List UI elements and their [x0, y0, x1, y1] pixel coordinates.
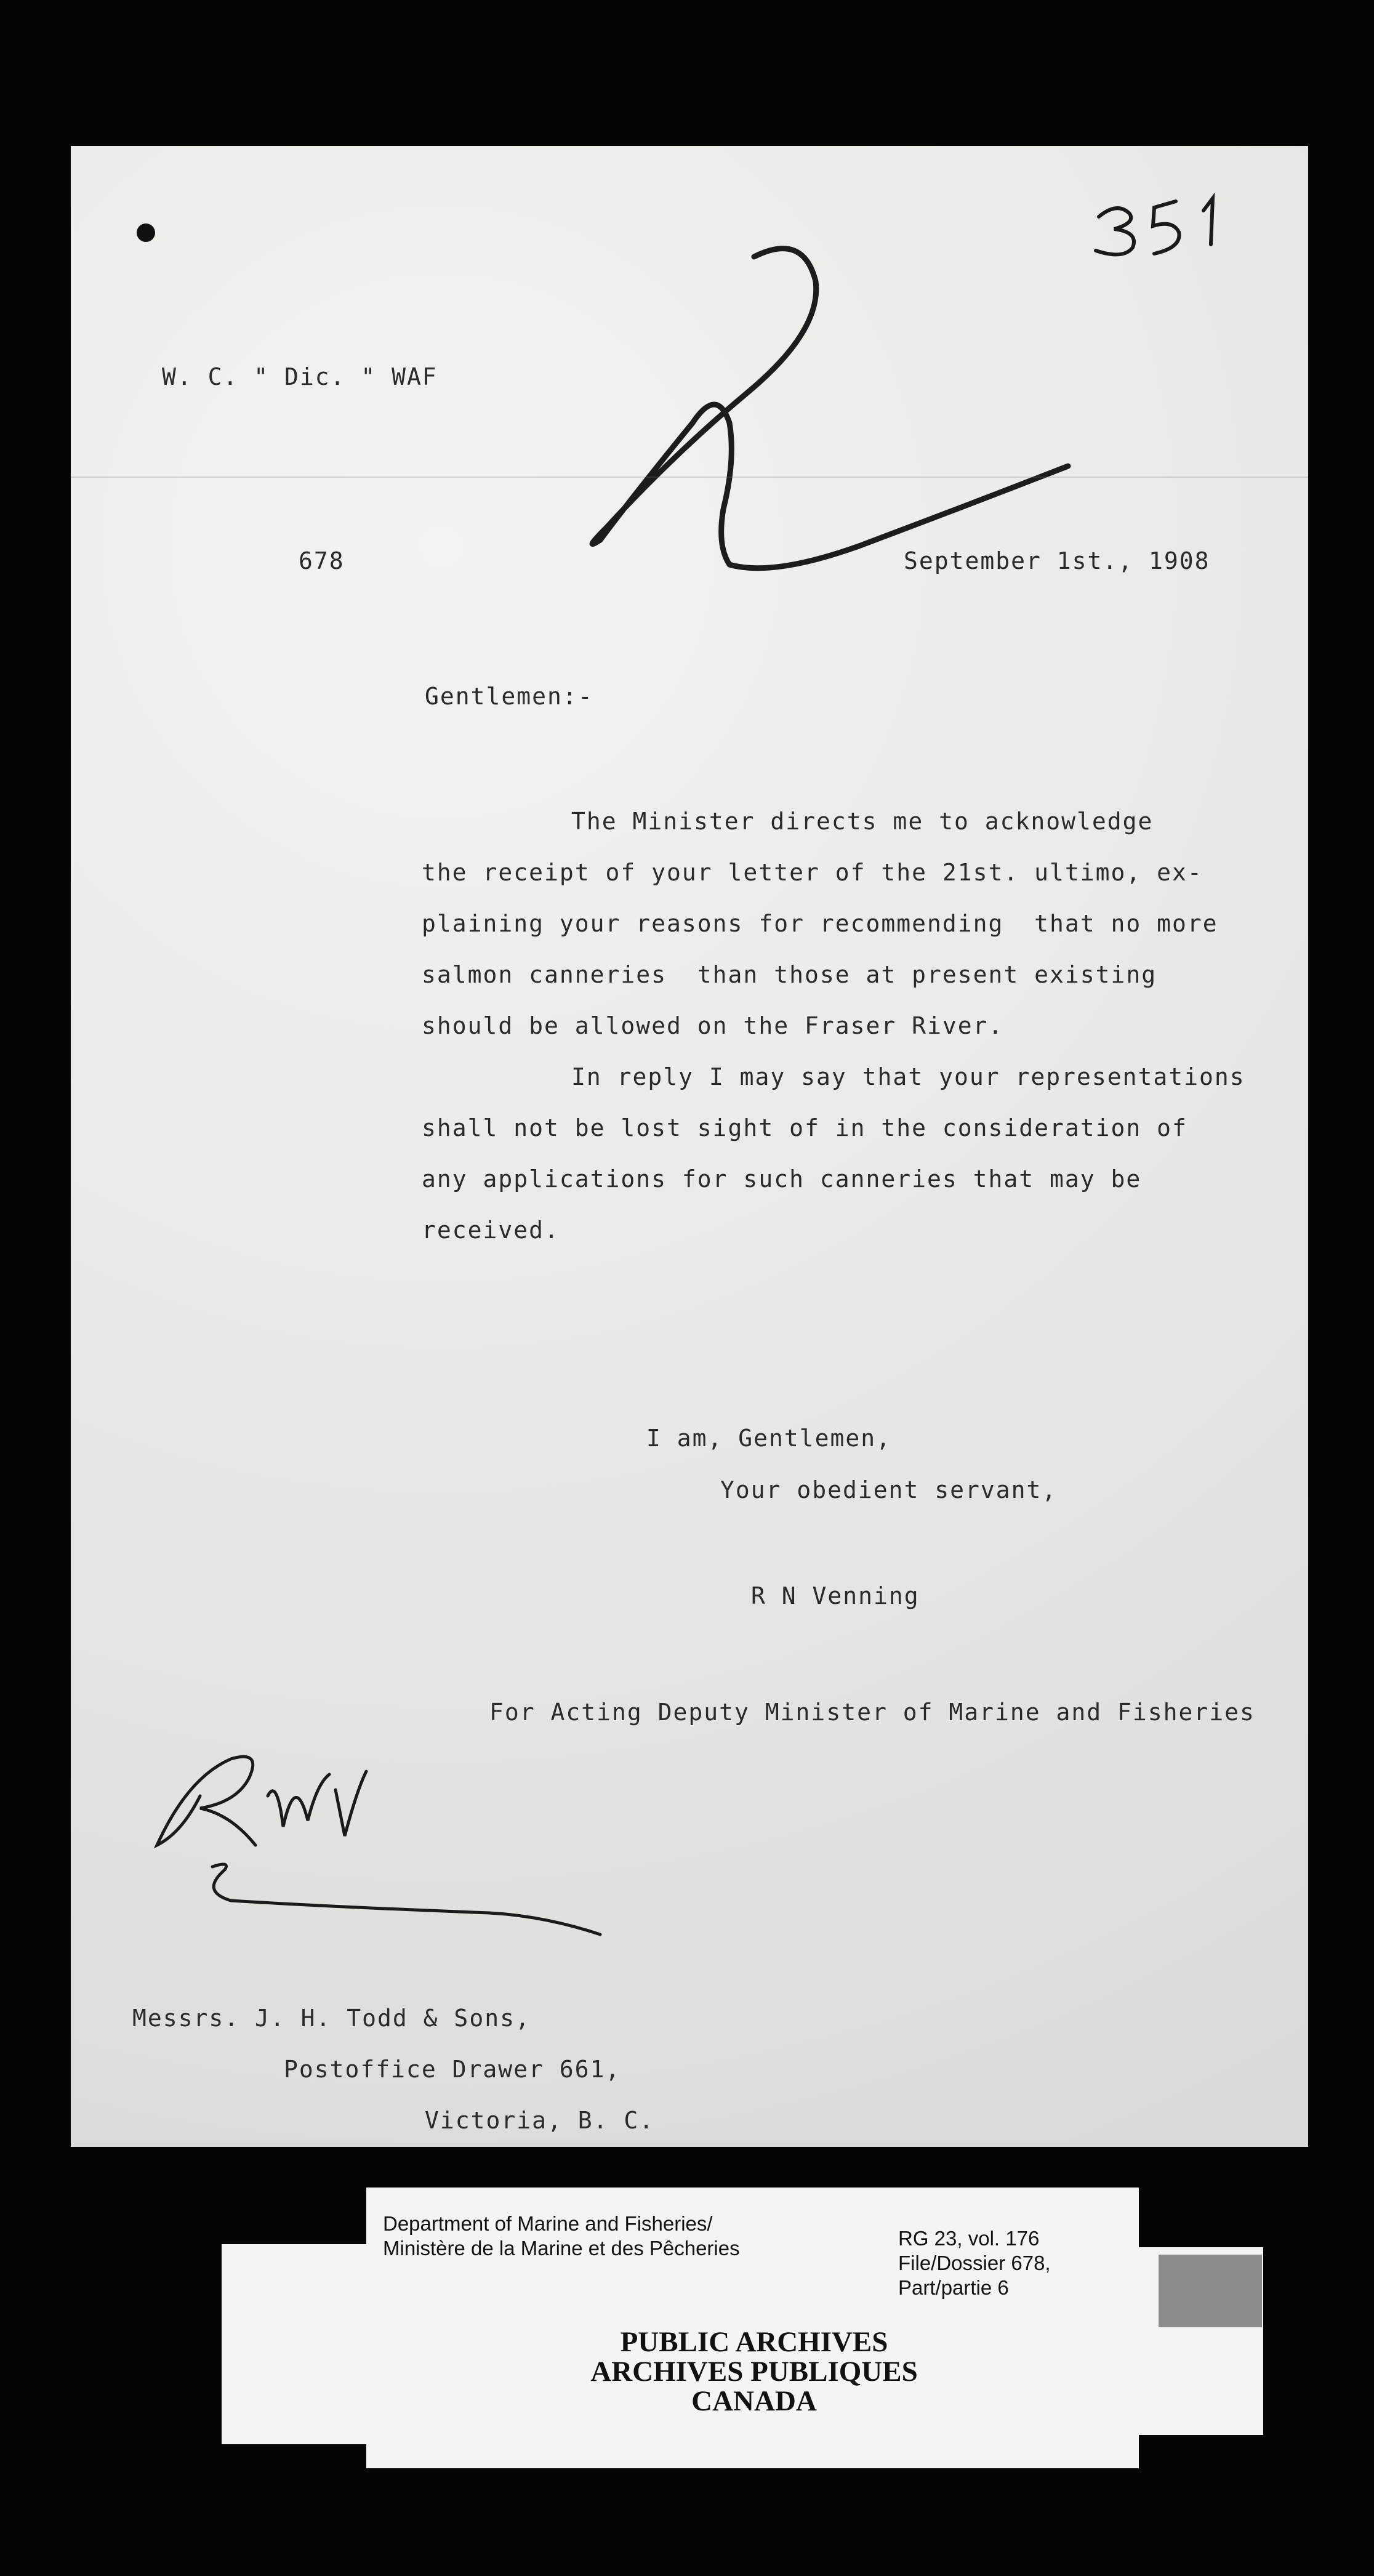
ink-blot: [137, 223, 155, 242]
archive-department: [383, 2212, 740, 2261]
body-line: should be allowed on the Fraser River.: [422, 1012, 1004, 1039]
file-code: W. C. " Dic. " WAF: [162, 363, 438, 390]
department-en: Department of Marine and Fisheries/: [383, 2212, 713, 2235]
file-number: 678: [299, 547, 345, 574]
address-line: Postoffice Drawer 661,: [284, 2056, 621, 2083]
salutation: Gentlemen:-: [425, 683, 593, 710]
address-line: Victoria, B. C.: [425, 2107, 655, 2134]
body-line: received.: [422, 1217, 560, 1244]
body-line: the receipt of your letter of the 21st. ultimo, ex-: [422, 859, 1203, 886]
department-fr: Ministère de la Marine et des Pêcheries: [383, 2237, 740, 2260]
body-line: plaining your reasons for recommending that no more: [422, 910, 1218, 937]
archive-reference: [898, 2226, 1051, 2300]
reference-line: RG 23, vol. 176: [898, 2227, 1040, 2250]
letter-date: September 1st., 1908: [904, 547, 1210, 574]
archive-title-block: [529, 2327, 979, 2416]
letter-page: [71, 146, 1308, 2147]
archive-label-tab-left: [222, 2244, 372, 2444]
body-line: any applications for such canneries that may be: [422, 1165, 1142, 1193]
closing-line: I am, Gentlemen,: [646, 1425, 892, 1452]
body-line: shall not be lost sight of in the consideration of: [422, 1114, 1187, 1141]
handwritten-two-mark: [514, 189, 1105, 743]
reference-line: File/Dossier 678,: [898, 2252, 1051, 2274]
reference-line: Part/partie 6: [898, 2276, 1009, 2299]
signature-name: R N Venning: [751, 1582, 920, 1609]
archives-fr: ARCHIVES PUBLIQUES: [590, 2356, 918, 2388]
archives-country: CANADA: [691, 2385, 817, 2417]
signatory-title: For Acting Deputy Minister of Marine and Fisheries: [489, 1699, 1255, 1726]
archive-label-strip: [1159, 2255, 1262, 2327]
page-number-handwritten: [1080, 183, 1277, 269]
body-line: In reply I may say that your representations: [571, 1063, 1245, 1090]
body-line: salmon canneries than those at present existing: [422, 961, 1157, 988]
address-line: Messrs. J. H. Todd & Sons,: [132, 2005, 531, 2032]
closing-line: Your obedient servant,: [720, 1476, 1058, 1503]
body-line: The Minister directs me to acknowledge: [571, 808, 1154, 835]
handwritten-initials-signature: [145, 1704, 625, 1950]
archives-en: PUBLIC ARCHIVES: [620, 2326, 888, 2358]
